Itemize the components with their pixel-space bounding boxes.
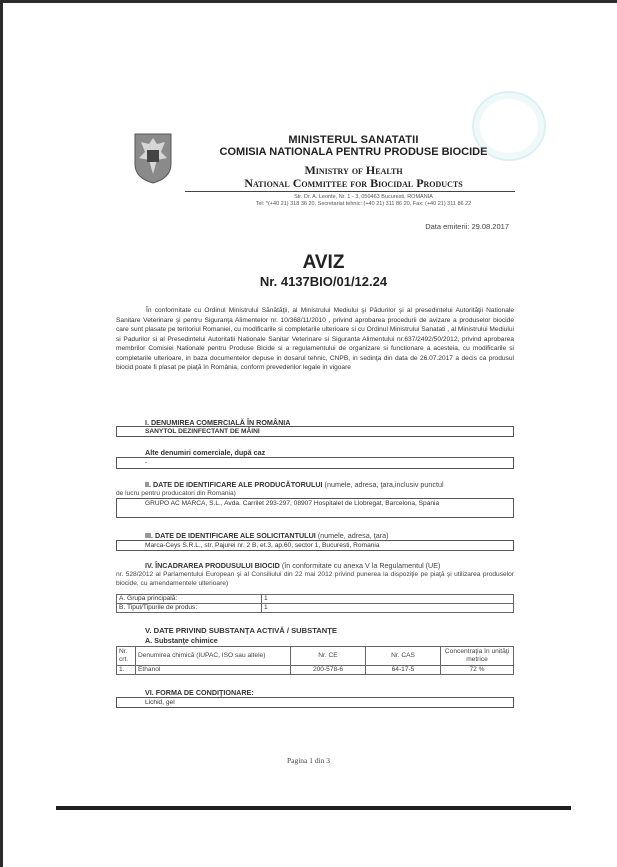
col-ce: Nr. CE: [291, 647, 366, 666]
intro-paragraph: În conformitate cu Ordinul Ministrului Sănătăţii, al Ministrului Mediului şi Pădurilor şi al presedintelui Autorităţii Nationale Sanitare Veterinare şi pentru Siguranţa Alimentelor nr. 10/368/11/2010 , privind aprobarea procedurii de avizare a produselor biocide care sunt plasate pe teritoriul Romaniei, cu modificarile si completarile ulterioare si cu Ordinul Ministrului Sanatati , al Ministrului Mediului si Padurilor si al Presedintelui Autoritatii Nationale Sanitar Veterinare si Siguranta Alimentului nr.637/2492/50/2012, privind aprobarea membrilor Comisiei Nationale pentru Produse Bicide si a regulamentului de organizare si functionare a acesteia, cu modificarile si completarile ulterioare, in baza documentelor depuse in dosarul tehnic, CNPB, in sedinţa din data de 26.07.2017 a decis ca produsul biocid poate fi plasat pe piaţă în România, conform prevederilor legale in vigoare: [116, 307, 514, 371]
section-5-title: V. DATE PRIVIND SUBSTANŢA ACTIVĂ / SUBSTANŢE: [145, 626, 337, 635]
substances-table: [116, 646, 514, 675]
section-4-title: [145, 561, 440, 570]
table-row: [117, 595, 514, 604]
table-row: [117, 666, 514, 675]
document-number: Nr. 4137BIO/01/12.24: [259, 274, 388, 289]
table-header-row: [117, 647, 514, 666]
col-concentration: Concentraţia în unităţi metrice: [441, 647, 514, 666]
document-title: AVIZ: [302, 252, 345, 273]
section-2-desc: (numele, adresa, ţara,inclusiv punctul: [322, 480, 444, 489]
classification-value: 1: [262, 595, 514, 604]
header-address: Str. Dr. A. Leonte, Nr. 1 - 3, 050463 Bucuresti, ROMANIA: [294, 194, 433, 200]
col-nr: Nr. crt.: [117, 647, 136, 666]
section-6-title: VI. FORMA DE CONDIŢIONARE:: [145, 688, 254, 697]
header-divider: [185, 191, 515, 192]
ministry-name-en: Ministry of Health: [304, 163, 403, 177]
section-4-desc: (în conformitate cu anexa V la Regulamentul (UE): [279, 561, 441, 570]
section-5-subtitle: A. Substanţe chimice: [145, 636, 218, 645]
col-name: Denumirea chimică (IUPAC, ISO sau altele): [136, 647, 291, 666]
trade-name-field: SANYTOL DEZINFECTANT DE MÂINI: [116, 426, 514, 437]
page-bottom-rule: [56, 806, 571, 810]
section-2-title: [145, 480, 444, 489]
cell-name: Ethanol: [136, 666, 291, 675]
ministry-name-ro: MINISTERUL SANATATII: [288, 134, 419, 146]
classification-key: A. Grupa principală:: [117, 595, 262, 604]
applicant-field: Marca-Ceys S.R.L., str. Pajurei nr. 2 B, et.3, ap.60, sector 1, Bucuresti, Romania: [116, 540, 514, 551]
section-3-heading: III. DATE DE IDENTIFICARE ALE SOLICITANTULUI: [145, 531, 316, 540]
issue-date: Data emiterii: 29.08.2017: [425, 222, 509, 231]
producer-field: GRUPO AC MARCA, S.L., Avda. Carrilet 293-297, 08907 Hospitalet de Llobregat, Barcelona, Spania: [116, 498, 514, 518]
cell-ce: 200-578-6: [291, 666, 366, 675]
page-number: Pagina 1 din 3: [286, 756, 331, 765]
classification-table: [116, 594, 514, 613]
section-3-desc: (numele, adresa, ţara): [315, 531, 389, 540]
section-2-heading: II. DATE DE IDENTIFICARE ALE PRODUCĂTORULUI: [145, 480, 323, 489]
packaging-form-field: Lichid, gel: [116, 697, 514, 708]
header-phones: Tel: *(+40 21) 318 36 20, Secretariat tehnic: (+40 21) 311 86 20, Fax: (+40 21) 311 86 22: [255, 201, 472, 207]
section-1-title: I. DENUMIREA COMERCIALĂ ÎN ROMÂNIA: [145, 418, 291, 427]
committee-name-en: National Committee for Biocidal Products: [244, 176, 463, 190]
classification-value: 1: [262, 604, 514, 613]
cell-nr: 1.: [117, 666, 136, 675]
col-cas: Nr. CAS: [366, 647, 441, 666]
classification-key: B. Tipul/Tipurile de produs:: [117, 604, 262, 613]
table-row: [117, 604, 514, 613]
section-4-desc-cont: nr. 528/2012 al Parlamentului European şi al Consiliului din 22 mai 2012 privind punerea la dispoziţie pe piaţă şi utilizarea produselor biocide, cu amendamentele ulterioare): [116, 571, 514, 587]
section-3-title: [145, 531, 388, 540]
other-names-title: Alte denumiri comerciale, după caz: [145, 448, 266, 457]
section-4-heading: IV. ÎNCADRAREA PRODUSULUI BIOCID: [145, 561, 280, 570]
cell-concentration: 72 %: [441, 666, 514, 675]
committee-name-ro: COMISIA NATIONALA PENTRU PRODUSE BIOCIDE: [219, 146, 488, 158]
other-names-field: -: [116, 457, 514, 469]
cell-cas: 64-17-5: [366, 666, 441, 675]
section-2-desc-cont: de lucru pentru producatori din Romania): [116, 490, 236, 497]
